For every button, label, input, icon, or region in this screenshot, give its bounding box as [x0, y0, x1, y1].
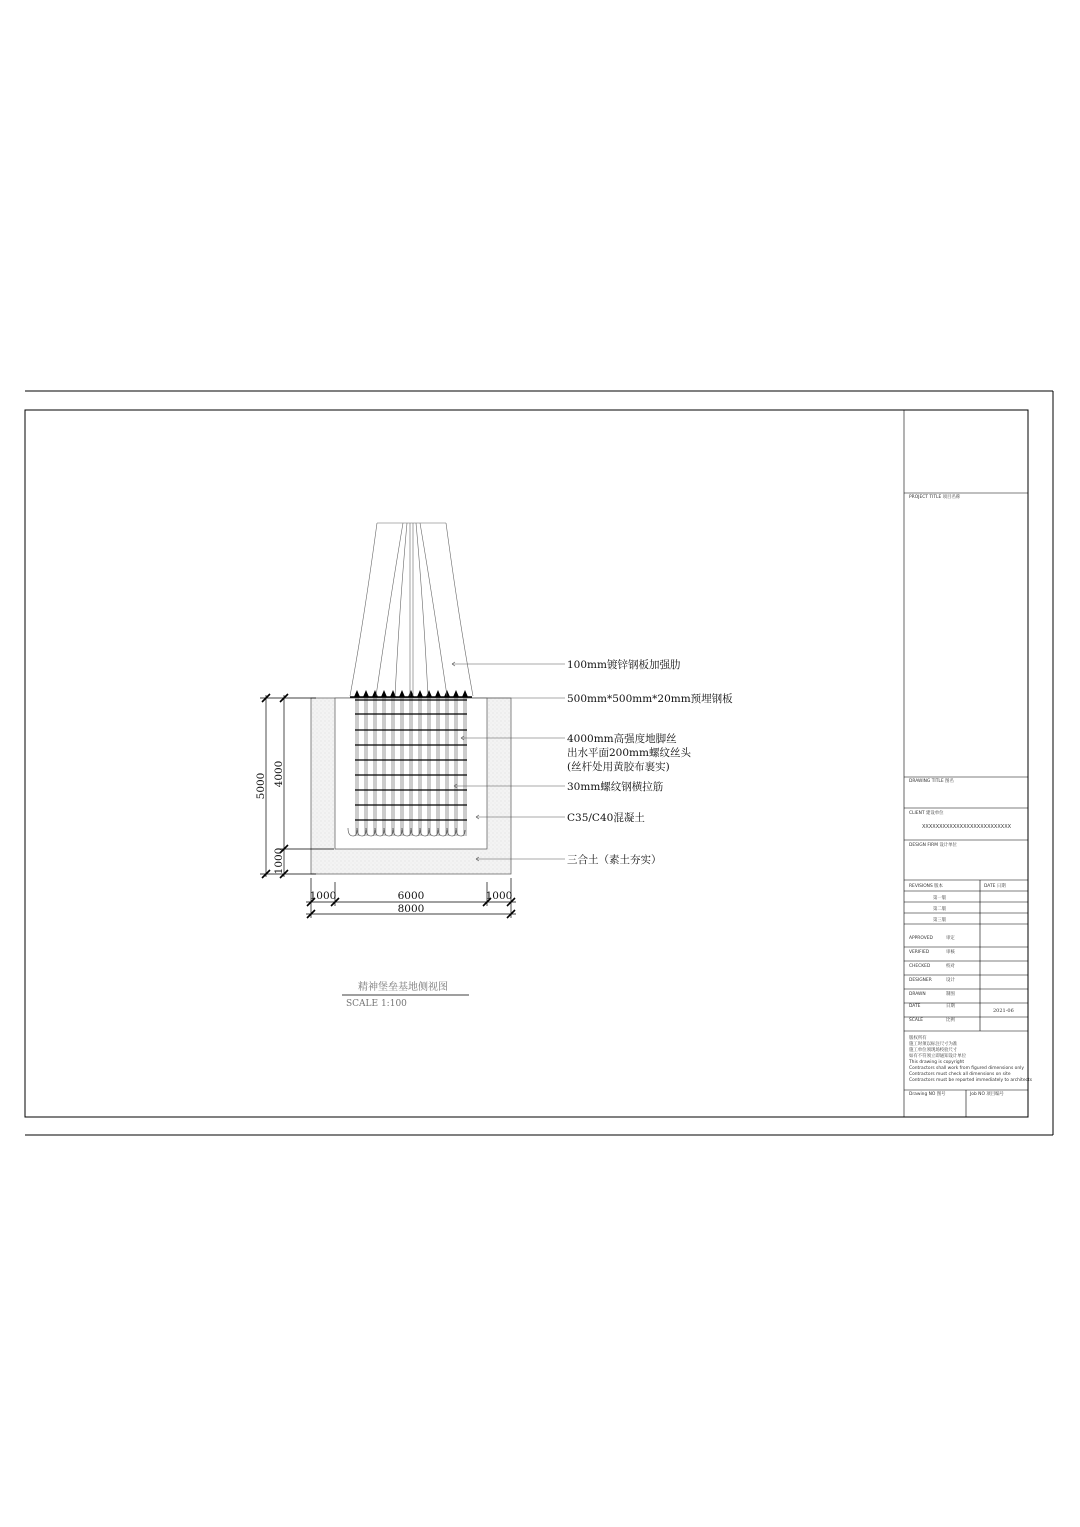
- annotation-anchor-bolt-line-1: 4000mm高强度地脚丝: [567, 733, 677, 745]
- job-no-label: Job NO 项目编号: [970, 1092, 1004, 1097]
- scale-label: SCALE: [909, 1018, 924, 1023]
- revisions-header: REVISIONS 版本: [909, 884, 943, 889]
- date-label: DATE: [909, 1004, 921, 1009]
- design-firm-label: DESIGN FIRM 设计单位: [909, 843, 957, 848]
- annotation-reinforcing-rib: 100mm镀锌钢板加强肋: [567, 659, 681, 671]
- verified-label: VERIFIED: [909, 950, 930, 955]
- checked-label: CHECKED: [909, 964, 931, 969]
- title-block: [904, 410, 1033, 1117]
- approved-cn-label: 审定: [946, 936, 955, 941]
- note-line: 如有不符须立即通知设计单位: [909, 1054, 967, 1059]
- note-line: This drawing is copyright: [909, 1060, 965, 1065]
- copyright-notes: [908, 1034, 1033, 1083]
- note-line: Contractors must be reported immediately to architects: [909, 1078, 1032, 1083]
- client-value: XXXXXXXXXXXXXXXXXXXXXXXXXX: [922, 824, 1012, 830]
- date-header: DATE 日期: [984, 884, 1006, 889]
- verified-cn-label: 审核: [946, 950, 955, 955]
- annotation-concrete: C35/C40混凝土: [567, 812, 645, 824]
- scale-cn-label: 比例: [946, 1018, 955, 1023]
- bolt-nuts: [354, 690, 468, 697]
- dimension-total-height: 5000: [255, 772, 267, 800]
- foundation-section: [311, 523, 511, 874]
- dimension-left-margin: 1000: [309, 890, 337, 902]
- project-title-label: PROJECT TITLE 项目名称: [909, 495, 961, 500]
- annotation-embedded-plate: 500mm*500mm*20mm预埋钢板: [567, 693, 733, 705]
- note-line: Contractors must check all dimensions on site: [909, 1072, 1011, 1077]
- revision-row-2: 第二版: [933, 907, 947, 912]
- view-scale: SCALE 1:100: [346, 999, 407, 1009]
- note-line: 施工时须以标注尺寸为准: [909, 1042, 958, 1047]
- annotation-anchor-bolt-line-3: (丝杆处用黄胶布裹实): [567, 761, 670, 773]
- checked-cn-label: 校对: [946, 964, 955, 969]
- note-line: 版权所有: [909, 1036, 927, 1041]
- designer-cn-label: 设计: [946, 978, 955, 983]
- view-title: 精神堡垒基地侧视图: [358, 982, 448, 993]
- annotation-base: 三合土（素土夯实）: [567, 854, 662, 866]
- dimension-concrete-height: 4000: [273, 760, 285, 788]
- drawn-cn-label: 制图: [946, 992, 955, 997]
- approved-label: APPROVED: [909, 936, 933, 941]
- annotation-rebar: 30mm螺纹钢横拉筋: [567, 781, 664, 793]
- drawing-no-label: Drawing NO 图号: [909, 1092, 946, 1097]
- annotation-anchor-bolt-line-2: 出水平面200mm螺纹丝头: [567, 747, 691, 759]
- drawing-title-label: DRAWING TITLE 图名: [909, 779, 954, 784]
- dimension-right-margin: 1000: [485, 890, 513, 902]
- note-line: 施工单位须现场校验尺寸: [909, 1048, 958, 1053]
- reinforcing-ribs: [350, 523, 473, 696]
- note-line: Contractors shall work from figured dimensions only: [909, 1066, 1024, 1071]
- date-value: 2021-06: [993, 1008, 1014, 1014]
- drawn-label: DRAWN: [909, 992, 926, 997]
- dimension-base-height: 1000: [273, 847, 285, 875]
- dimension-center-width: 6000: [397, 890, 425, 902]
- revision-row-1: 第一版: [933, 896, 947, 901]
- sheet-frame: [25, 391, 1053, 1135]
- designer-label: DESIGNER: [909, 978, 932, 983]
- dimension-total-width: 8000: [397, 903, 425, 915]
- revision-row-3: 第三版: [933, 918, 947, 923]
- date-cn-label: 日期: [946, 1004, 955, 1009]
- client-label: CLIENT 建设单位: [909, 811, 944, 816]
